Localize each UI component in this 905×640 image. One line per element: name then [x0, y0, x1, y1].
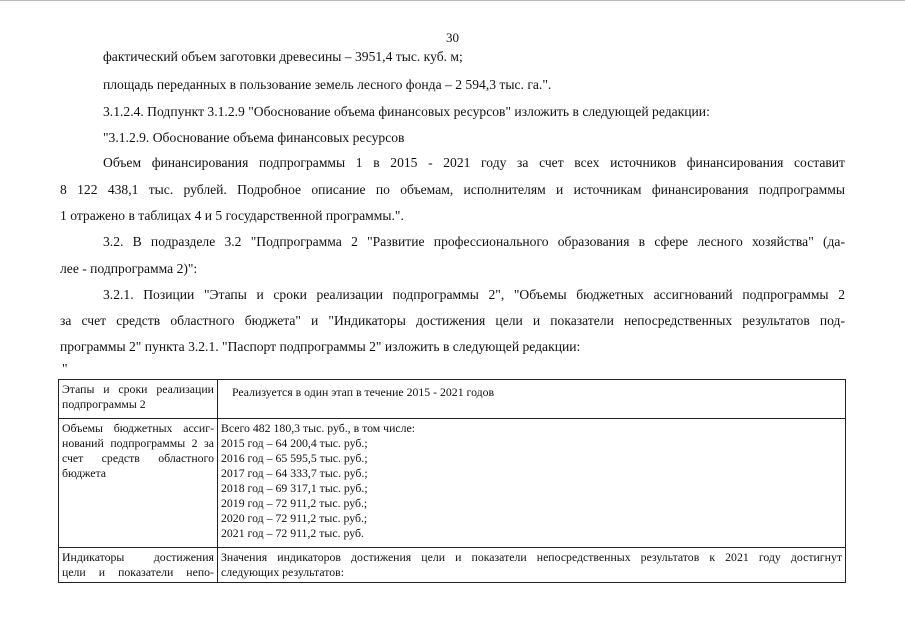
paragraph-3-2-1-line2: за счет средств областного бюджета" и "Индикаторы достижения цели и показатели непосредственных результатов под- — [60, 313, 845, 328]
indicators-value-line2: следующих результатов: — [221, 565, 345, 579]
passport-table — [58, 379, 846, 583]
indicators-label-line1: Индикаторы достижения — [62, 550, 214, 564]
paragraph-3-1-2-4: 3.1.2.4. Подпункт 3.1.2.9 "Обоснование объема финансовых ресурсов" изложить в следующей редакции: — [103, 104, 710, 119]
stages-label-line2: подпрограммы 2 — [62, 397, 146, 411]
budget-year-2018: 2018 год – 69 317,1 тыс. руб.; — [221, 481, 368, 495]
opening-quote-mark: " — [62, 361, 68, 376]
budget-year-2016: 2016 год – 65 595,5 тыс. руб.; — [221, 451, 368, 465]
budget-label-cell — [59, 419, 218, 548]
stages-label-cell — [59, 380, 218, 419]
paragraph-harvest-volume: фактический объем заготовки древесины – 3951,4 тыс. куб. м; — [103, 49, 463, 64]
budget-year-2020: 2020 год – 72 911,2 тыс. руб.; — [221, 511, 368, 525]
paragraph-forest-land-area: площадь переданных в пользование земель лесного фонда – 2 594,3 тыс. га.". — [103, 77, 552, 92]
paragraph-funding-line2: 8 122 438,1 тыс. рублей. Подробное описание по объемам, исполнителям и источникам финансирования подпрограммы — [60, 182, 845, 197]
indicators-value-line1: Значения индикаторов достижения цели и показатели непосредственных результатов к 2021 году достигнут — [221, 550, 842, 564]
table-row-stages — [59, 380, 846, 419]
paragraph-3-2-line1: 3.2. В подразделе 3.2 "Подпрограмма 2 "Развитие профессионального образования в сфере лесного хозяйства" (да- — [103, 234, 845, 249]
budget-label-line3: счет средств областного — [62, 451, 214, 465]
paragraph-3-1-2-9-heading: "3.1.2.9. Обоснование объема финансовых ресурсов — [103, 130, 405, 145]
budget-value-cell — [218, 419, 846, 548]
paragraph-3-2-1-line1: 3.2.1. Позиции "Этапы и сроки реализации подпрограммы 2", "Объемы бюджетных ассигнований подпрограммы 2 — [103, 287, 845, 302]
table-row-indicators — [59, 548, 846, 583]
budget-year-2021: 2021 год – 72 911,2 тыс. руб. — [221, 526, 364, 540]
budget-label-line2: нований подпрограммы 2 за — [62, 436, 214, 450]
budget-label-line4: бюджета — [62, 466, 106, 480]
paragraph-funding-line1: Объем финансирования подпрограммы 1 в 2015 - 2021 году за счет всех источников финансирования составит — [103, 155, 845, 170]
paragraph-3-2-1-line3: программы 2" пункта 3.2.1. "Паспорт подпрограммы 2" изложить в следующей редакции: — [60, 339, 581, 354]
indicators-label-line2: цели и показатели непо- — [62, 565, 214, 579]
top-border-line — [0, 0, 905, 1]
paragraph-3-2-line2: лее - подпрограмма 2)": — [60, 261, 198, 276]
indicators-value-cell — [218, 548, 846, 583]
budget-year-2015: 2015 год – 64 200,4 тыс. руб.; — [221, 436, 368, 450]
stages-value: Реализуется в один этап в течение 2015 - 2021 годов — [232, 385, 495, 399]
budget-year-2019: 2019 год – 72 911,2 тыс. руб.; — [221, 496, 368, 510]
paragraph-funding-line3: 1 отражено в таблицах 4 и 5 государственной программы.". — [60, 208, 404, 223]
budget-year-2017: 2017 год – 64 333,7 тыс. руб.; — [221, 466, 368, 480]
budget-label-line1: Объемы бюджетных ассиг- — [62, 421, 214, 435]
table-row-budget — [59, 419, 846, 548]
stages-value-cell — [218, 380, 846, 419]
stages-label-line1: Этапы и сроки реализации — [62, 382, 214, 396]
page-number: 30 — [446, 30, 459, 45]
budget-total: Всего 482 180,3 тыс. руб., в том числе: — [221, 421, 416, 435]
indicators-label-cell — [59, 548, 218, 583]
